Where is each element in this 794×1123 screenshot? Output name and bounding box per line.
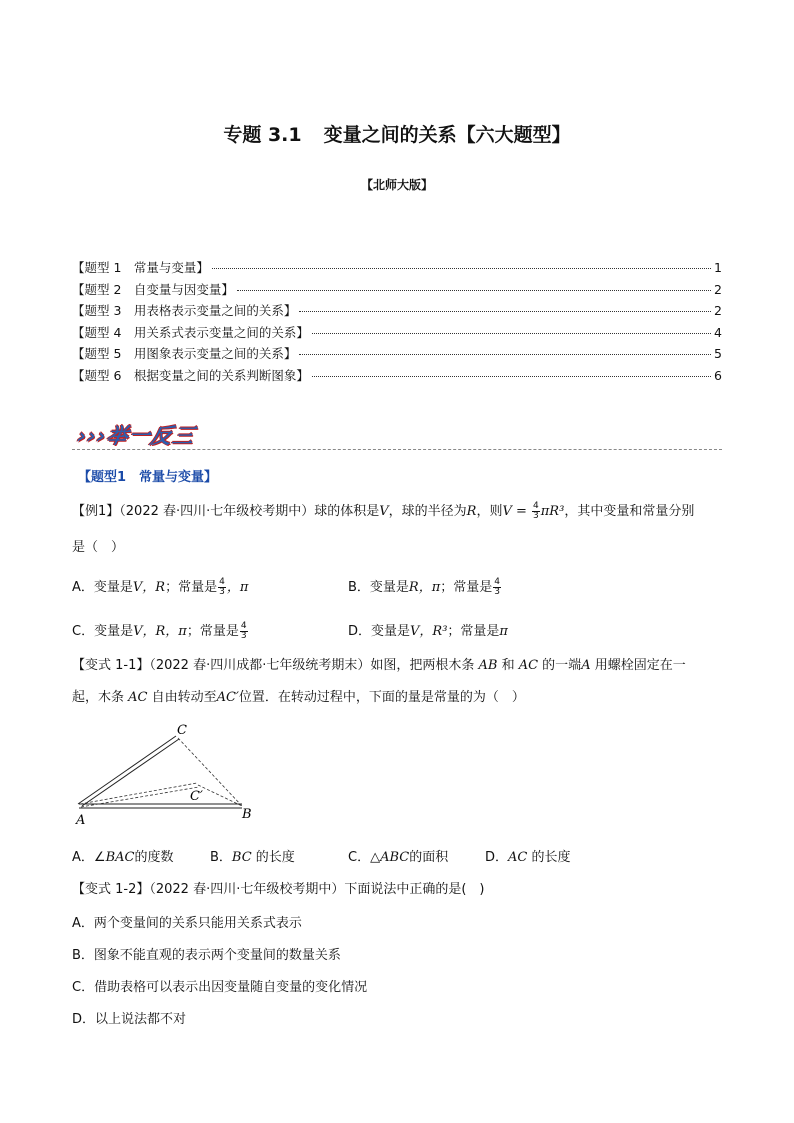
variant-1-2-option-a[interactable]: A．两个变量间的关系只能用关系式表示 <box>72 916 302 931</box>
section-banner <box>72 420 722 454</box>
toc-page: 4 <box>714 324 722 340</box>
toc-leader <box>299 311 711 312</box>
label-a: A <box>76 813 86 828</box>
label-c: C <box>177 723 187 738</box>
variant-1-1-option-b[interactable]: B．BC 的长度 <box>210 850 295 865</box>
example-1-option-d[interactable]: D．变量是V，R³；常量是π <box>348 624 508 639</box>
variant-1-2-stem: 【变式 1-2】（2022 春·四川·七年级校考期中）下面说法中正确的是( ) <box>72 882 485 897</box>
toc-page: 2 <box>714 303 722 319</box>
variant-1-2-option-c[interactable]: C．借助表格可以表示出因变量随自变量的变化情况 <box>72 980 368 995</box>
variant-1-1-stem-line2: 起，木条 AC 自由转动至AC′位置．在转动过程中，下面的量是常量的为（ ） <box>72 690 525 705</box>
stick-ac <box>78 736 179 806</box>
title-number: 专题 3.1 <box>223 124 302 146</box>
toc-label: 【题型 6 根据变量之间的关系判断图象】 <box>72 367 309 383</box>
section-heading: 【题型1 常量与变量】 <box>78 470 218 485</box>
edition-label: 【北师大版】 <box>360 178 433 192</box>
variant-1-1-stem: 【变式 1-1】（2022 春·四川成都·七年级统考期末）如图，把两根木条 AB 和 AC 的一端A 用螺栓固定在一 <box>72 658 686 673</box>
toc-leader <box>299 354 711 355</box>
toc-item-6[interactable] <box>72 366 722 388</box>
toc-item-5[interactable] <box>72 344 722 366</box>
toc-page: 1 <box>714 260 722 275</box>
variant-1-2-option-d[interactable]: D．以上说法都不对 <box>72 1012 187 1027</box>
wooden-sticks-figure <box>72 720 272 832</box>
label-c-prime: C′ <box>190 789 203 804</box>
variant-1-2-option-b[interactable]: B．图象不能直观的表示两个变量间的数量关系 <box>72 948 341 963</box>
toc-item-4[interactable] <box>72 323 722 345</box>
title-text: 变量之间的关系【六大题型】 <box>323 124 571 146</box>
toc-label: 【题型 1 常量与变量】 <box>72 260 209 275</box>
toc-page: 2 <box>714 281 722 297</box>
toc-label: 【题型 3 用表格表示变量之间的关系】 <box>72 303 297 319</box>
toc-page: 6 <box>714 367 722 383</box>
page-title <box>0 120 794 147</box>
toc-label: 【题型 4 用关系式表示变量之间的关系】 <box>72 324 309 340</box>
variant-1-1-option-c[interactable]: C．△ABC的面积 <box>348 850 449 865</box>
table-of-contents <box>72 258 722 388</box>
toc-label: 【题型 2 自变量与因变量】 <box>72 281 234 297</box>
stick-ab <box>79 804 242 808</box>
example-1-option-b[interactable]: B．变量是R，π；常量是 $\frac{4}{3}$ <box>348 577 501 597</box>
variant-1-1-option-a[interactable]: A．∠BAC的度数 <box>72 850 174 865</box>
example-1-option-c[interactable]: C．变量是V，R，π；常量是 $\frac{4}{3}$ <box>72 621 247 641</box>
segment-cb <box>178 738 242 806</box>
toc-leader <box>312 333 711 334</box>
toc-item-1[interactable] <box>72 258 722 280</box>
label-b: B <box>242 807 252 822</box>
fraction: $\frac{4}{3}$ <box>533 501 539 521</box>
segment-cpb <box>198 785 242 806</box>
toc-label: 【题型 5 用图象表示变量之间的关系】 <box>72 346 297 362</box>
toc-item-3[interactable] <box>72 301 722 323</box>
banner-title: ›››举一反三 <box>75 424 198 448</box>
banner-divider <box>72 449 722 450</box>
toc-page: 5 <box>714 346 722 362</box>
toc-item-2[interactable] <box>72 280 722 302</box>
example-1-stem-line2: 是（ ） <box>72 540 125 555</box>
example-1-option-a[interactable]: A．变量是V，R；常量是 $\frac{4}{3}$ ，π <box>72 577 249 597</box>
example-1-stem: 【例1】（2022 春·四川·七年级校考期中）球的体积是V，球的半径为R，则V = $\frac{4}{3}$ πR³，其中变量和常量分别 <box>72 501 695 521</box>
variant-1-1-option-d[interactable]: D．AC 的长度 <box>485 850 571 865</box>
toc-leader <box>237 290 711 291</box>
toc-leader <box>212 268 711 269</box>
toc-leader <box>312 376 711 377</box>
